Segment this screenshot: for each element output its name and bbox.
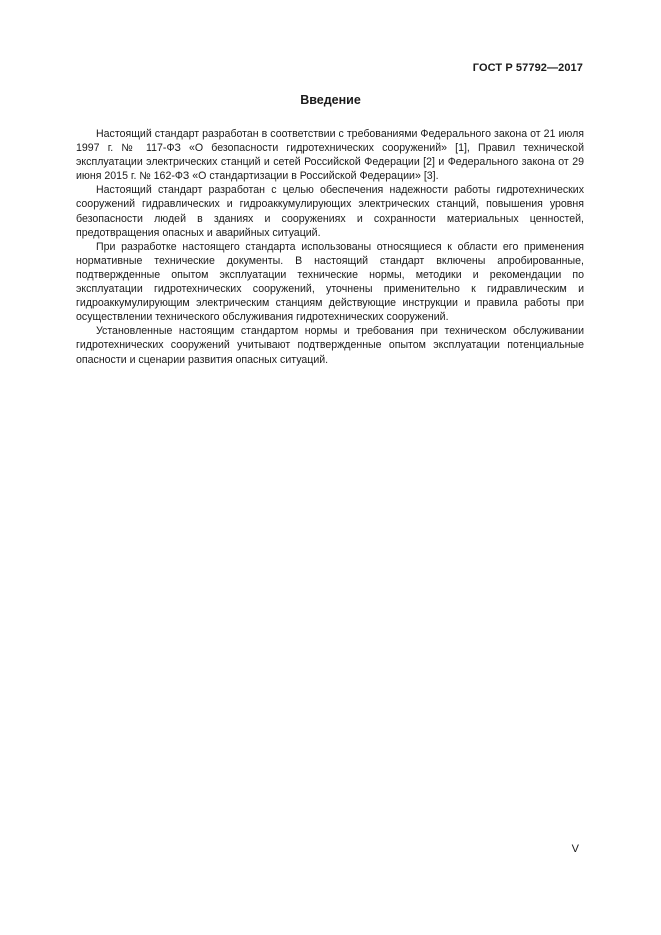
introduction-body	[76, 127, 584, 367]
paragraph-3: При разработке настоящего стандарта использованы относящиеся к области его применения нормативные технические документы. В настоящий стандарт включены апробированные, подтвержденные опытом эксплуатации технические нормы, методики и рекомендации по эксплуатации гидротехнических сооружений, уточнены применительно к гидравлическим и гидроаккумулирующим электрическим станциям действующие инструкции и правила работы при осуществлении технического обслуживания гидротехнических сооружений.	[76, 240, 584, 324]
paragraph-2: Настоящий стандарт разработан с целью обеспечения надежности работы гидротехнических сооружений гидравлических и гидроаккумулирующих электрических станций, повышения уровня безопасности людей в зданиях и сооружениях и сохранности материальных ценностей, предотвращения опасных и аварийных ситуаций.	[76, 184, 584, 239]
page-number: V	[571, 843, 579, 855]
document-code: ГОСТ Р 57792—2017	[472, 62, 583, 74]
section-title: Введение	[300, 93, 361, 107]
paragraph-4: Установленные настоящим стандартом нормы и требования при техническом обслуживании гидротехнических сооружений учитывают подтвержденные опытом эксплуатации потенциальные опасности и сценарии развития опасных ситуаций.	[76, 325, 584, 366]
paragraph-1: Настоящий стандарт разработан в соответствии с требованиями Федерального закона от 21 июля 1997 г. № 117-ФЗ «О безопасности гидротехнических сооружений» [1], Правил технической эксплуатации электрических станций и сетей Российской Федерации [2] и Федерального закона от 29 июня 2015 г. № 162-ФЗ «О стандартизации в Российской Федерации» [3].	[76, 128, 584, 183]
